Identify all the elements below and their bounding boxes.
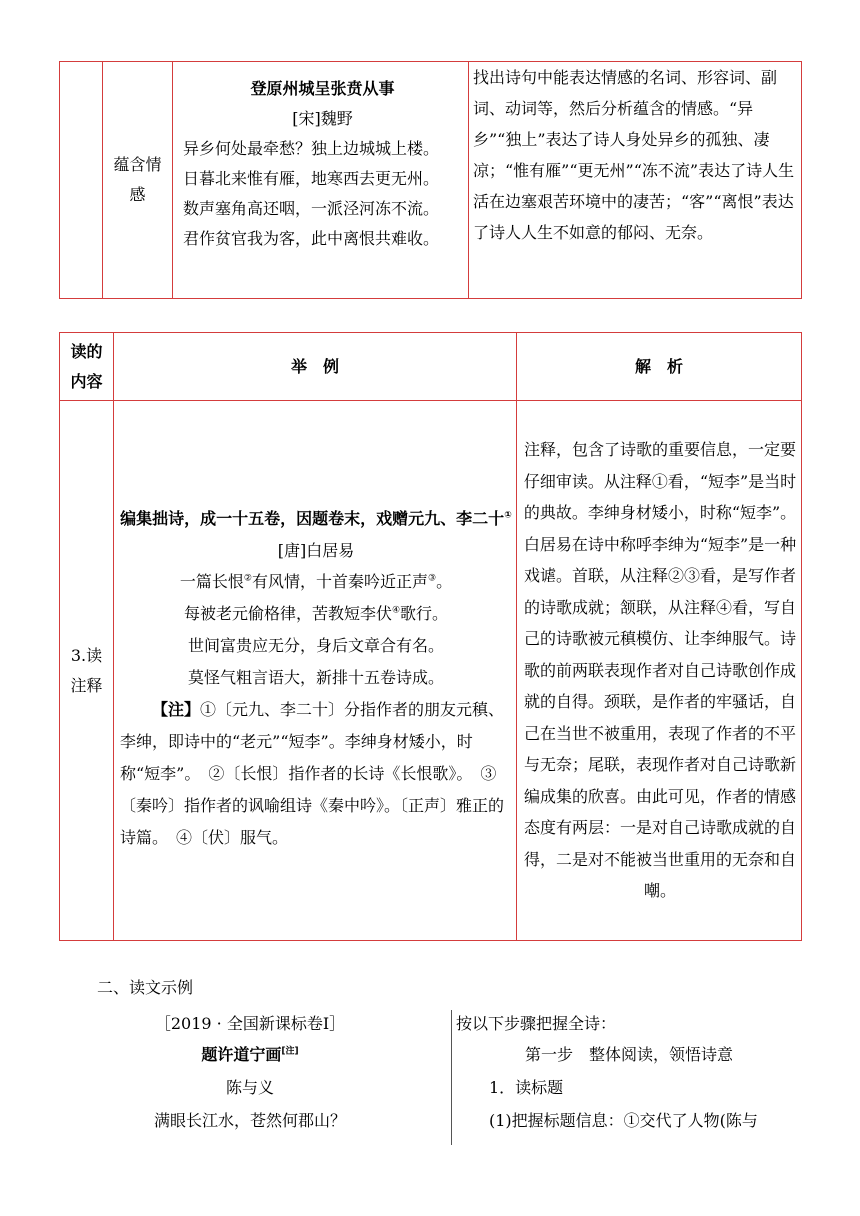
poem-lines — [120, 566, 512, 694]
list-item: (1)把握标题信息：①交代了人物(陈与 — [489, 1111, 758, 1130]
note-mark: [注] — [281, 1046, 299, 1057]
poem-line: 满眼长江水，苍然何郡山？ — [153, 1111, 346, 1130]
poem-line: 世间富贵应无分，身后文章合有名。 — [187, 635, 444, 655]
poem-line: 君作贫官我为客，此中离恨共难收。 — [183, 229, 440, 248]
column-divider — [451, 1010, 452, 1145]
poem-notes — [120, 694, 512, 854]
category-cell — [60, 401, 114, 941]
poem-author: 陈与义 — [225, 1078, 274, 1097]
poem-lines — [183, 134, 462, 254]
poem-author: [唐]白居易 — [277, 540, 355, 560]
note-mark: ④ — [391, 605, 401, 616]
poem-line: 一篇长恨②有风情，十首秦吟近正声③。 — [179, 571, 453, 591]
note-text: ①〔元九、李二十〕分指作者的朋友元稹、李绅，即诗中的“老元”“短李”。李绅身材矮小，时称“短李”。 ②〔长恨〕指作者的长诗《长恨歌》。 ③〔秦吟〕指作者的讽喻组诗《秦中吟》。〔正声〕雅正的诗篇。 ④〔伏〕服气。 — [120, 699, 505, 847]
poem-table-2 — [59, 332, 802, 941]
header-example-label: 举 例 — [290, 356, 339, 376]
poem-line: 异乡何处最牵愁？独上边城城上楼。 — [183, 139, 440, 158]
list-item: 1．读标题 — [489, 1078, 564, 1097]
intro-text: 按以下步骤把握全诗： — [456, 1014, 617, 1033]
poem-line: 每被老元偷格律，苦教短李伏④歌行。 — [183, 603, 449, 623]
poem-title: 登原州城呈张贲从事 — [250, 79, 395, 98]
analysis-cell — [517, 401, 802, 941]
analysis-cell — [469, 62, 802, 299]
note-mark: ② — [243, 573, 252, 584]
example-cell — [173, 62, 469, 299]
poem-title: 题许道宁画[注] — [201, 1045, 299, 1064]
note-label: 【注】 — [152, 699, 201, 719]
analysis-text: 找出诗句中能表达情感的名词、形容词、副词、动词等，然后分析蕴含的情感。“异乡”“独上”表达了诗人身处异乡的孤独、凄凉；“惟有雁”“更无州”“冻不流”表达了诗人生活在边塞艰苦环境中的凄苦；“客”“离恨”表达了诗人人生不如意的郁闷、无奈。 — [473, 68, 795, 242]
poem-line: 莫怪气粗言语大，新排十五卷诗成。 — [187, 667, 444, 687]
category-label: 蕴含情感 — [113, 155, 162, 204]
source-label: ［2019 · 全国新课标卷Ⅰ］ — [154, 1014, 346, 1033]
header-analysis-label: 解 析 — [634, 356, 683, 376]
category-label: 3.读注释 — [70, 645, 103, 695]
analysis-text: 注释，包含了诗歌的重要信息，一定要仔细审读。从注释①看，“短李”是当时的典故。李绅身材矮小，时称“短李”。白居易在诗中称呼李绅为“短李”是一种戏谑。首联，从注释②③看，是写作者的诗歌成就；颔联，从注释④看，写自己的诗歌被元稹模仿、让李绅服气。诗歌的前两联表现作者对自己诗歌创作成就的自得。颈联，是作者的牢骚话，自己在当世不被重用，表现了作者的不平与无奈；尾联，表现作者对自己诗歌新编成集的欣喜。由此可见，作者的情感态度有两层：一是对自己诗歌成就的自得，二是对不能被当世重用的无奈和自嘲。 — [523, 440, 797, 901]
header-content-label: 读的内容 — [70, 341, 103, 391]
category-cell — [103, 62, 173, 299]
header-content — [60, 333, 114, 401]
example-cell — [114, 401, 517, 941]
step-heading: 第一步 整体阅读，领悟诗意 — [525, 1045, 734, 1064]
header-example — [114, 333, 517, 401]
poem-line: 日暮北来惟有雁，地寒西去更无州。 — [183, 169, 440, 188]
poem-table-1 — [59, 61, 802, 299]
note-mark: ③ — [428, 573, 437, 584]
poem-title-text: 编集拙诗，成一十五卷，因题卷末，戏赠元九、李二十 — [120, 508, 505, 528]
section-heading: 二、读文示例 — [97, 978, 194, 997]
poem-line: 数声塞角高还咽，一派泾河冻不流。 — [183, 199, 440, 218]
poem-author: [宋]魏野 — [292, 109, 353, 128]
note-mark: ① — [504, 510, 512, 521]
empty-cell — [60, 62, 103, 299]
header-analysis — [517, 333, 802, 401]
poem-title — [120, 488, 512, 534]
